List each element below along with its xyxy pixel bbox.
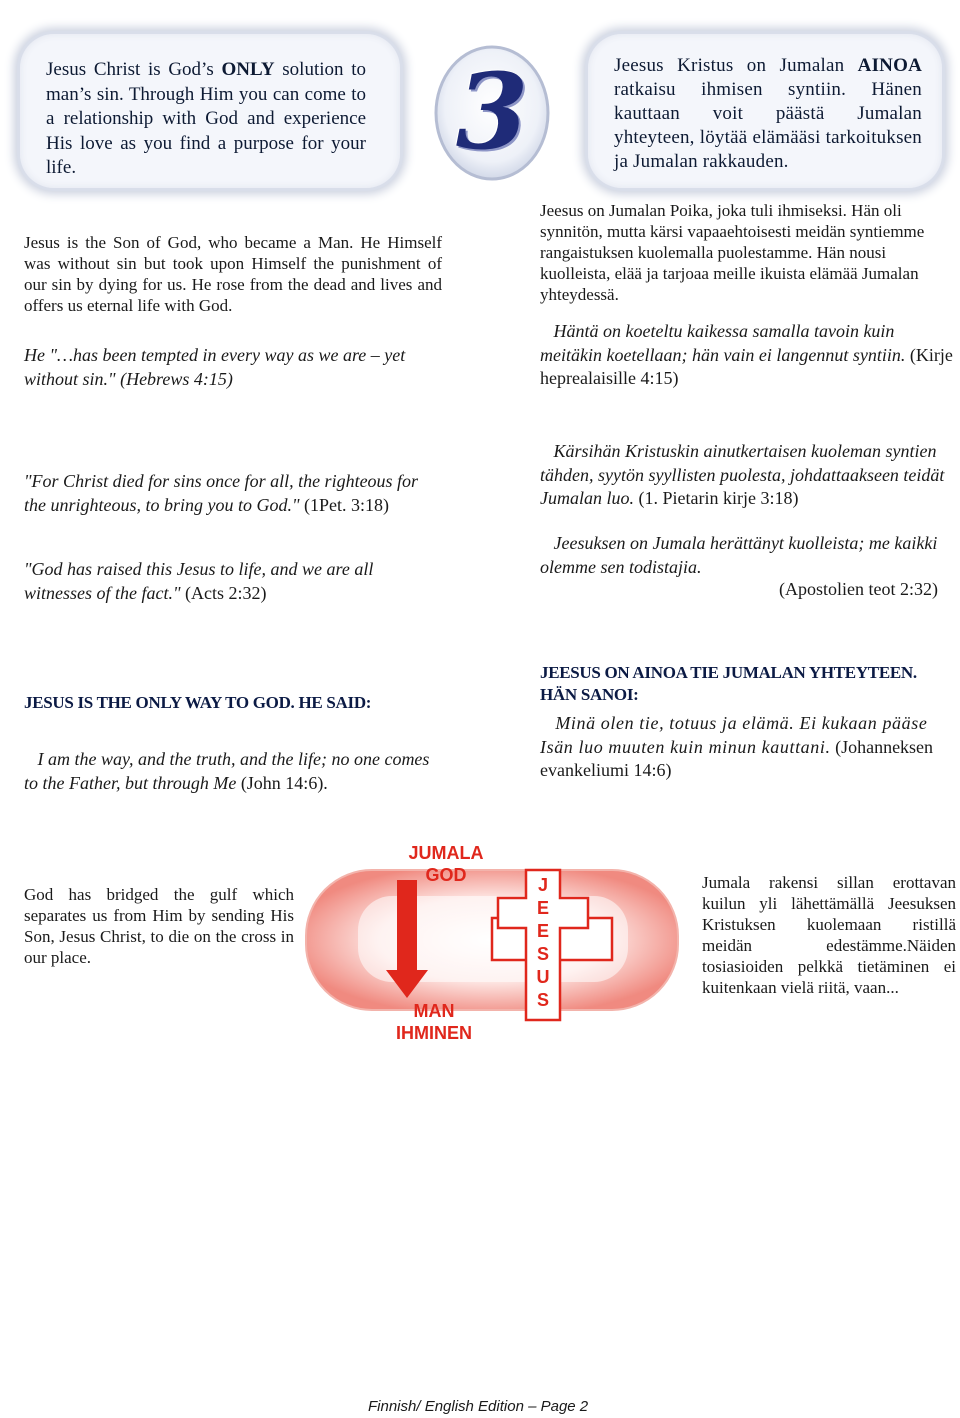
diagram-label-jumala: JUMALA [408,843,484,863]
cross-letter: U [536,967,550,987]
english-paragraph-bridge: God has bridged the gulf which separates us from Him by sending His Son, Jesus Christ, to die on the cross in our place. [24,885,294,967]
quote-ref: (Johanneksen evankeliumi 14:6) [540,736,934,780]
finnish-paragraph-bridge: Jumala rakensi sillan erottavan kuilun yli lähettämällä Jeesuksen Kristuksen kuolemaan ristillä meidän edestämme.Näiden tosiasioiden pelkkä tietäminen ei kuitenkaan vielä riitä, vaan... [702,873,956,997]
quote-text: Minä olen tie, totuus ja elämä. Ei kukaan pääse Isän luo muuten kuin minun kauttani. [540,713,928,757]
page-footer: Finnish/ English Edition – Page 2 [368,1398,589,1415]
quote-text: Kärsihän Kristuskin ainutkertaisen kuoleman syntien tähden, syytön syyllisten puolesta, johdattaakseen teidät Jumalan luo. [540,441,945,508]
english-quote-acts [24,558,442,605]
quote-text: Jeesuksen on Jumala herättänyt kuolleista; me kaikki olemme sen todistajia. [540,533,938,577]
cross-letter: J [537,875,548,895]
english-quote-john [24,748,442,795]
quote-text: "For Christ died for sins once for all, the righteous for the unrighteous, to bring you to God." [24,471,419,515]
finnish-callout-text [614,54,922,174]
quote-text: Häntä on koeteltu kaikessa samalla tavoin kuin meitäkin koetellaan; hän vain ei langennut syntiin. [540,321,906,365]
callout-pre: Jeesus Kristus on Jumalan [614,55,858,76]
cross-letters [526,874,560,1012]
quote-ref: (Kirje heprealaisille 4:15) [540,344,953,388]
quote-ref: (Acts 2:32) [185,582,267,603]
callout-pre: Jesus Christ is God’s [46,59,222,80]
english-quote-1peter [24,470,442,517]
quote-text: "God has raised this Jesus to life, and we are all witnesses of the fact." [24,559,374,603]
badge-number: 3 [455,50,529,173]
diagram-label-man: MAN [413,1001,455,1021]
callout-emphasis: AINOA [857,55,922,76]
finnish-paragraph-son-of-god: Jeesus on Jumalan Poika, joka tuli ihmiseksi. Hän oli synnitön, mutta kärsi vapaaehtoisesti meidän syntiemme rangaistuksen kuolemalla puolestamme. Hän nousi kuolleista, elää ja tarjoaa meille ikuista elämää Jumalan yhteydessä. [540,201,925,304]
finnish-quote-acts [540,532,958,579]
english-callout-text [46,58,366,181]
diagram-label-ihminen: IHMINEN [396,1023,472,1043]
finnish-quote-hebrews [540,320,958,391]
quote-ref: (1. Pietarin kirje 3:18) [638,488,799,508]
english-quote-hebrews: He "…has been tempted in every way as we are – yet without sin." (Hebrews 4:15) [24,345,406,389]
finnish-heading-he-said: HÄN SANOI: [540,685,639,704]
callout-post: ratkaisu ihmisen syntiin. Hänen kauttaan voit päästä Jumalan yhteyteen, löytää elämääsi tarkoituksen ja Jumalan rakkauden. [614,79,922,172]
quote-text: I am the way, and the truth, and the life; no one comes to the Father, but through Me [24,749,430,793]
callout-emphasis: ONLY [221,59,275,80]
finnish-quote-john [540,712,958,783]
diagram-label-god: GOD [425,865,467,885]
finnish-quote-1peter [540,440,958,511]
quote-ref: (1Pet. 3:18) [304,494,390,515]
cross-letter: S [536,990,549,1010]
cross-letter: S [536,944,549,964]
english-heading-only-way: JESUS IS THE ONLY WAY TO GOD. HE SAID: [24,693,372,712]
quote-ref: (John 14:6). [240,772,328,793]
cross-letter: E [536,921,549,941]
finnish-quote-acts-ref: (Apostolien teot 2:32) [779,579,938,599]
callout-post: solution to man’s sin. Through Him you can come to a relationship with God and experience His love as you find a purpose for your life. [46,59,366,178]
cross-letter: E [536,898,549,918]
arrow-shaft [397,880,417,972]
finnish-heading-only-way: JEESUS ON AINOA TIE JUMALAN YHTEYTEEN. [540,663,917,682]
english-paragraph-son-of-god: Jesus is the Son of God, who became a Man. He Himself was without sin but took upon Himself the punishment of our sin by dying for us. He rose from the dead and lives and offers us eternal life with God. [24,233,442,315]
